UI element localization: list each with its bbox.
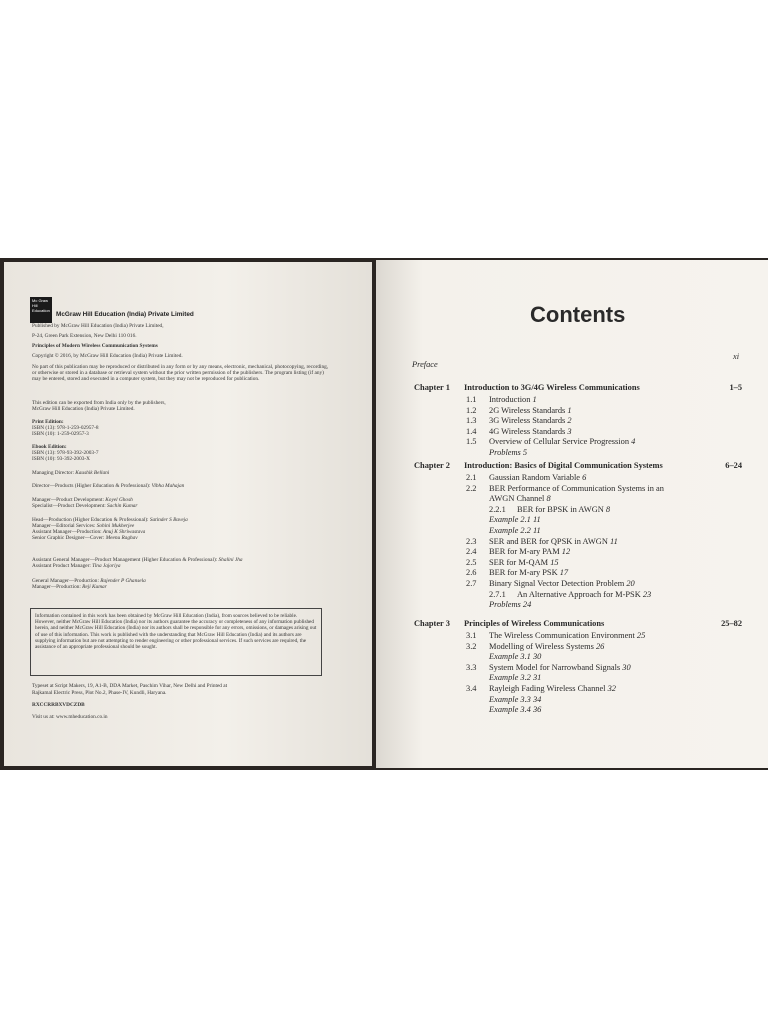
book-title: Principles of Modern Wireless Communication Systems xyxy=(32,343,158,349)
chapter-label: Chapter 3 xyxy=(414,619,450,628)
senior-designer: Senior Graphic Designer—Cover: Meenu Raghav xyxy=(32,535,138,541)
toc-entry-page: 17 xyxy=(557,568,569,578)
ebook-isbn-10: ISBN (10): 93-392-2003-X xyxy=(32,456,90,462)
page-title: Contents xyxy=(530,302,626,327)
toc-entry-title: BER for M-ary PSK 17 xyxy=(489,568,569,578)
publisher-logo: Mc Graw Hill Education xyxy=(30,297,52,323)
disclaimer-box: Information contained in this work has been obtained by McGraw Hill Education (India), from sources believed to be reliable. However, neither McGraw Hill Education (India) nor its authors guarantee the accuracy or completeness of any information published herein, and neither McGraw Hill Education (India) nor its authors shall be responsible for any errors, omissions, or damages arising out of use of this information. This work is published with the understanding that McGraw Hill Education (India) and its authors are supplying information but are not attempting to render engineering or other professional services. If such services are required, the assistance of an appropriate professional should be sought. xyxy=(30,608,322,676)
toc-entry-page: 25 xyxy=(634,631,646,640)
chapter-pages: 25–82 xyxy=(721,619,742,628)
toc-entry-title: Rayleigh Fading Wireless Channel 32 xyxy=(489,684,616,693)
managing-director: Managing Director: Kaushik Bellani xyxy=(32,470,110,476)
toc-entry-number: 2.2.1 xyxy=(489,504,506,514)
toc-entry-number: 3.4 xyxy=(466,684,477,693)
print-isbn-10: ISBN (10): 1-259-02957-3 xyxy=(32,431,89,437)
chapter-title: Principles of Wireless Communications xyxy=(464,619,605,628)
toc-entry-title: 2G Wireless Standards 1 xyxy=(489,405,572,415)
toc-entry-number: 3.2 xyxy=(466,641,477,651)
toc-entry-page: 11 xyxy=(530,526,541,535)
toc-entry-title: SER for M-QAM 15 xyxy=(489,557,559,567)
chapter-title: Introduction to 3G/4G Wireless Communications xyxy=(464,383,640,392)
toc-entry-number: 2.7 xyxy=(466,579,477,588)
head-production: Head—Production (Higher Education & Professional): Satinder S Baveja xyxy=(32,517,188,523)
agm: Assistant General Manager—Product Management (Higher Education & Professional): Shalini Jha xyxy=(32,557,243,563)
toc-entry-page: 2 xyxy=(565,416,572,426)
toc-entry-title: AWGN Channel 8 xyxy=(489,494,551,504)
toc-entry-title: Example 2.2 11 xyxy=(489,526,541,535)
toc-entry-page: 31 xyxy=(530,673,542,683)
toc-entry-number: 2.4 xyxy=(466,547,477,557)
toc-entry-title: Introduction 1 xyxy=(489,395,537,404)
toc-entry-page: 23 xyxy=(640,589,652,599)
chapter-label: Chapter 1 xyxy=(414,383,450,392)
toc-entry-number: 1.4 xyxy=(466,426,477,436)
chapter-pages: 6–24 xyxy=(725,461,742,470)
toc-entry-page: 3 xyxy=(565,426,572,436)
manager-editorial: Manager—Editorial Services: Sohini Mukherjee xyxy=(32,523,135,529)
toc-entry-number: 2.1 xyxy=(466,473,477,482)
toc-entry-page: 26 xyxy=(593,641,605,651)
toc-entry-page: 36 xyxy=(530,705,542,715)
toc-entry-title: Example 3.4 36 xyxy=(489,705,542,715)
asst-manager-production: Assistant Manager—Production: Anuj K Shriwastava xyxy=(32,529,146,535)
copyright: Copyright © 2016, by McGraw Hill Education (India) Private Limited. xyxy=(32,353,183,359)
toc-entry-number: 2.2 xyxy=(466,483,477,493)
toc-entry-number: 3.3 xyxy=(466,662,477,672)
preface-label: Preface xyxy=(412,360,438,369)
ebook-edition-label: Ebook Edition: xyxy=(32,444,67,450)
toc-entry-page: 11 xyxy=(607,536,618,546)
toc-entry-title: Example 3.3 34 xyxy=(489,694,542,704)
toc-entry-page: 6 xyxy=(580,473,587,482)
toc-entry-title: 4G Wireless Standards 3 xyxy=(489,426,572,436)
chapter-label: Chapter 2 xyxy=(414,461,450,470)
chapter-title: Introduction: Basics of Digital Communication Systems xyxy=(464,461,663,470)
toc-entry-title: Problems 24 xyxy=(489,600,532,610)
ebook-isbn-13: ISBN (13): 978-93-392-2003-7 xyxy=(32,450,99,456)
toc-entry-title: Problems 5 xyxy=(489,448,528,457)
toc-entry-page: 8 xyxy=(544,494,551,504)
toc-entry-number: 2.5 xyxy=(466,557,477,567)
manager-production: Manager—Production: Reji Kumar xyxy=(32,584,107,590)
typeset-line-1: Typeset at Script Makers, 19, A1-B, DDA Market, Paschim Vihar, New Delhi and Printed at xyxy=(32,683,228,689)
toc-entry-title: BER Performance of Communication Systems in an xyxy=(489,483,664,493)
toc-entry-title: BER for M-ary PAM 12 xyxy=(489,547,571,557)
toc-entry-title: Example 2.1 11 xyxy=(489,515,541,525)
preface-page: xi xyxy=(733,352,740,361)
toc-entry-number: 1.5 xyxy=(466,437,477,447)
toc-entry-page: 1 xyxy=(530,395,537,404)
print-code: RXCCRRBXVDCZDB xyxy=(32,702,85,708)
toc-entry-number: 1.2 xyxy=(466,405,477,415)
export-line-2: McGraw Hill Education (India) Private Limited. xyxy=(32,406,135,412)
toc-entry-title: An Alternative Approach for M-PSK 23 xyxy=(517,589,652,599)
toc-entry-page: 12 xyxy=(559,547,571,557)
rights-notice: No part of this publication may be reproduced or distributed in any form or by any means, electronic, mechanical, photocopying, recording, or otherwise or stored in a database or retrieval system without the prior written permission of the publishers. The program listing (if any) may be entered, stored and executed in a computer system, but they may not be reproduced for publication. xyxy=(32,364,329,383)
toc-entry-page: 8 xyxy=(603,504,611,514)
toc-entry-page: 4 xyxy=(629,437,636,447)
specialist-pd: Specialist—Product Development: Sachin Kumar xyxy=(32,503,138,509)
toc-entry-title: The Wireless Communication Environment 25 xyxy=(489,631,646,640)
print-isbn-13: ISBN (13): 978-1-259-02957-8 xyxy=(32,425,99,431)
toc-entry-number: 3.1 xyxy=(466,631,477,640)
address: P-24, Green Park Extension, New Delhi 110 016. xyxy=(32,333,137,339)
toc-entry-page: 34 xyxy=(530,694,542,704)
toc-entry-page: 24 xyxy=(520,600,532,610)
apm: Assistant Product Manager: Tina Jajoriya xyxy=(32,563,121,569)
toc-entry-title: Gaussian Random Variable 6 xyxy=(489,473,587,482)
toc-entry-title: SER and BER for QPSK in AWGN 11 xyxy=(489,536,618,546)
published-by: Published by McGraw Hill Education (India) Private Limited, xyxy=(32,323,164,329)
publisher-name: McGraw Hill Education (India) Private Limited xyxy=(56,311,194,318)
toc-entry-number: 1.3 xyxy=(466,416,477,426)
typeset-line-2: Rajkamal Electric Press, Plot No.2, Phase-IV, Kundli, Haryana. xyxy=(32,690,167,696)
toc-entry-page: 32 xyxy=(605,684,616,693)
export-line-1: This edition can be exported from India only by the publishers, xyxy=(32,400,166,406)
toc-entry-page: 20 xyxy=(624,579,635,588)
toc-entry-title: Binary Signal Vector Detection Problem 20 xyxy=(489,579,635,588)
gm-production: General Manager—Production: Rajender P Ghansela xyxy=(32,578,146,584)
toc-entry-title: 3G Wireless Standards 2 xyxy=(489,416,572,426)
toc-entry-title: Overview of Cellular Service Progression 4 xyxy=(489,437,636,447)
toc-entry-title: Example 3.1 30 xyxy=(489,652,542,662)
toc-entry-title: System Model for Narrowband Signals 30 xyxy=(489,662,631,672)
toc-entry-page: 30 xyxy=(530,652,542,662)
toc-entry-title: BER for BPSK in AWGN 8 xyxy=(517,504,611,514)
toc-entry-page: 30 xyxy=(620,662,631,672)
print-edition-label: Print Edition: xyxy=(32,419,64,425)
toc-entry-page: 1 xyxy=(565,405,572,415)
toc-entry-number: 2.7.1 xyxy=(489,589,506,599)
toc-entry-title: Example 3.2 31 xyxy=(489,673,542,683)
toc-entry-number: 2.6 xyxy=(466,568,477,578)
toc-entry-page: 15 xyxy=(548,557,559,567)
toc-entry-title: Modelling of Wireless Systems 26 xyxy=(489,641,605,651)
toc-entry-number: 2.3 xyxy=(466,536,477,546)
toc-entry-page: 11 xyxy=(530,515,541,525)
chapter-pages: 1–5 xyxy=(729,383,742,392)
toc-entry-page: 5 xyxy=(520,448,528,457)
website: Visit us at: www.mheducation.co.in xyxy=(32,714,108,720)
toc-entry-number: 1.1 xyxy=(466,395,477,404)
director: Director—Products (Higher Education & Professional): Vibha Mahajan xyxy=(32,483,185,489)
manager-pd: Manager—Product Development: Koyel Ghosh xyxy=(32,497,133,503)
